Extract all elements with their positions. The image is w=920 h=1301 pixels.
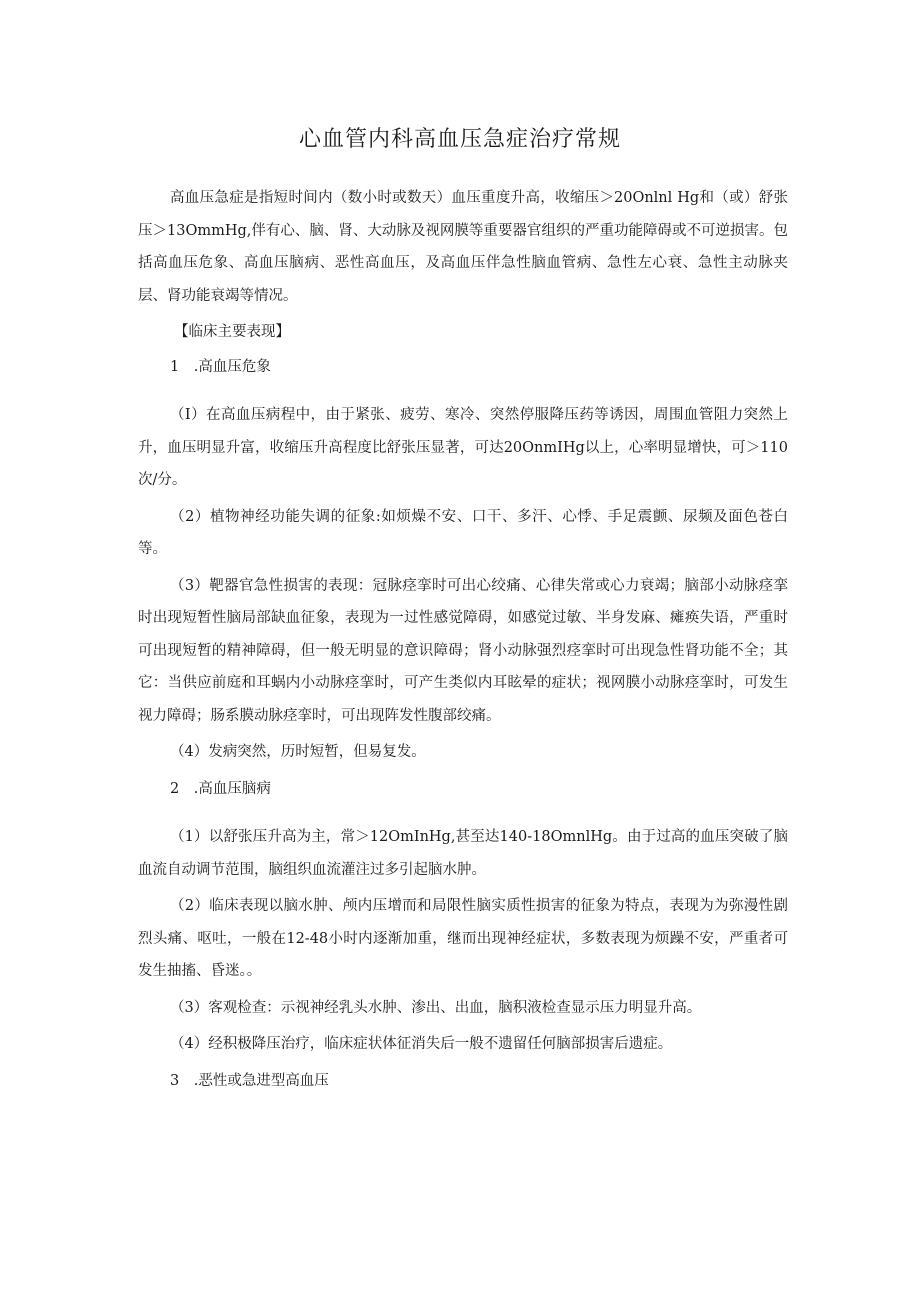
section-1-paragraph-4: （4）发病突然，历时短暂，但易复发。 xyxy=(170,744,426,760)
section-2-paragraph-3: （3）客观检查：示视神经乳头水肿、渗出、出血，脑积液检查显示压力明显升高。 xyxy=(170,999,702,1016)
section-3-heading: 3 .恶性或急进型高血压 xyxy=(170,1072,329,1089)
section-heading: 【临床主要表现】 xyxy=(174,324,290,340)
section-2-paragraph-1: （1）以舒张压升高为主，常＞12OmInHg,甚至达140-18OmnlHg。由于过高的血压突破了脑血流自动调节范围，脑组织血流灌注过多引起脑水肿。 xyxy=(138,829,788,878)
section-1-paragraph-1: （I）在高血压病程中，由于紧张、疲劳、寒冷、突然停服降压药等诱因，周围血管阻力突然上升，血压明显升富，收缩压升高程度比舒张压显著，可达20OnmIHg以上，心率明显增快，可＞110次/分。 xyxy=(138,407,788,488)
section-1-heading: 1 .高血压危象 xyxy=(170,358,271,375)
section-2-heading: 2 .高血压脑病 xyxy=(170,780,271,797)
intro-paragraph: 高血压急症是指短时间内（数小时或数天）血压重度升高，收缩压＞20Onlnl Hg和（或）舒张压＞13OmmHg,伴有心、脑、肾、大动脉及视网膜等重要器官组织的严重功能障碍或不可逆损害。包括高血压危象、高血压脑病、恶性高血压，及高血压伴急性脑血管病、急性左心衰、急性主动脉夹层、肾功能衰竭等情况。 xyxy=(138,190,788,304)
document-title: 心血管内科高血压急症治疗常规 xyxy=(298,127,621,152)
document-body xyxy=(138,182,788,1097)
section-2-paragraph-2: （2）临床表现以脑水肿、颅内压增而和局限性脑实质性损害的征象为特点，表现为为弥漫性剧烈头痛、呕吐，一般在12-48小时内逐渐加重，继而出现神经症状，多数表现为烦躁不安，严重者可发生抽搐、昏迷。。 xyxy=(138,898,788,979)
section-1-paragraph-2: （2）植物神经功能失调的征象:如烦燥不安、口干、多汗、心悸、手足震颤、尿频及面色苍白等。 xyxy=(138,508,788,557)
section-1-paragraph-3: （3）靶器官急性损害的表现：冠脉痉挛时可出心绞痛、心律失常或心力衰竭；脑部小动脉痉挛时出现短暂性脑局部缺血征象，表现为一过性感觉障碍，如感觉过敏、半身发麻、瘫痪失语，严重时可出现短暂的精神障碍，但一般无明显的意识障碍；肾小动脉强烈痉挛时可出现急性肾功能不全；其它：当供应前庭和耳蜗内小动脉痉挛时，可产生类似内耳眩晕的症状；视网膜小动脉痉挛时，可发生视力障碍；肠系膜动脉痉挛时，可出现阵发性腹部绞痛。 xyxy=(138,577,788,724)
section-2-paragraph-4: （4）经积极降压治疗，临床症状体征消失后一般不遗留任何脑部损害后遗症。 xyxy=(170,1036,673,1052)
